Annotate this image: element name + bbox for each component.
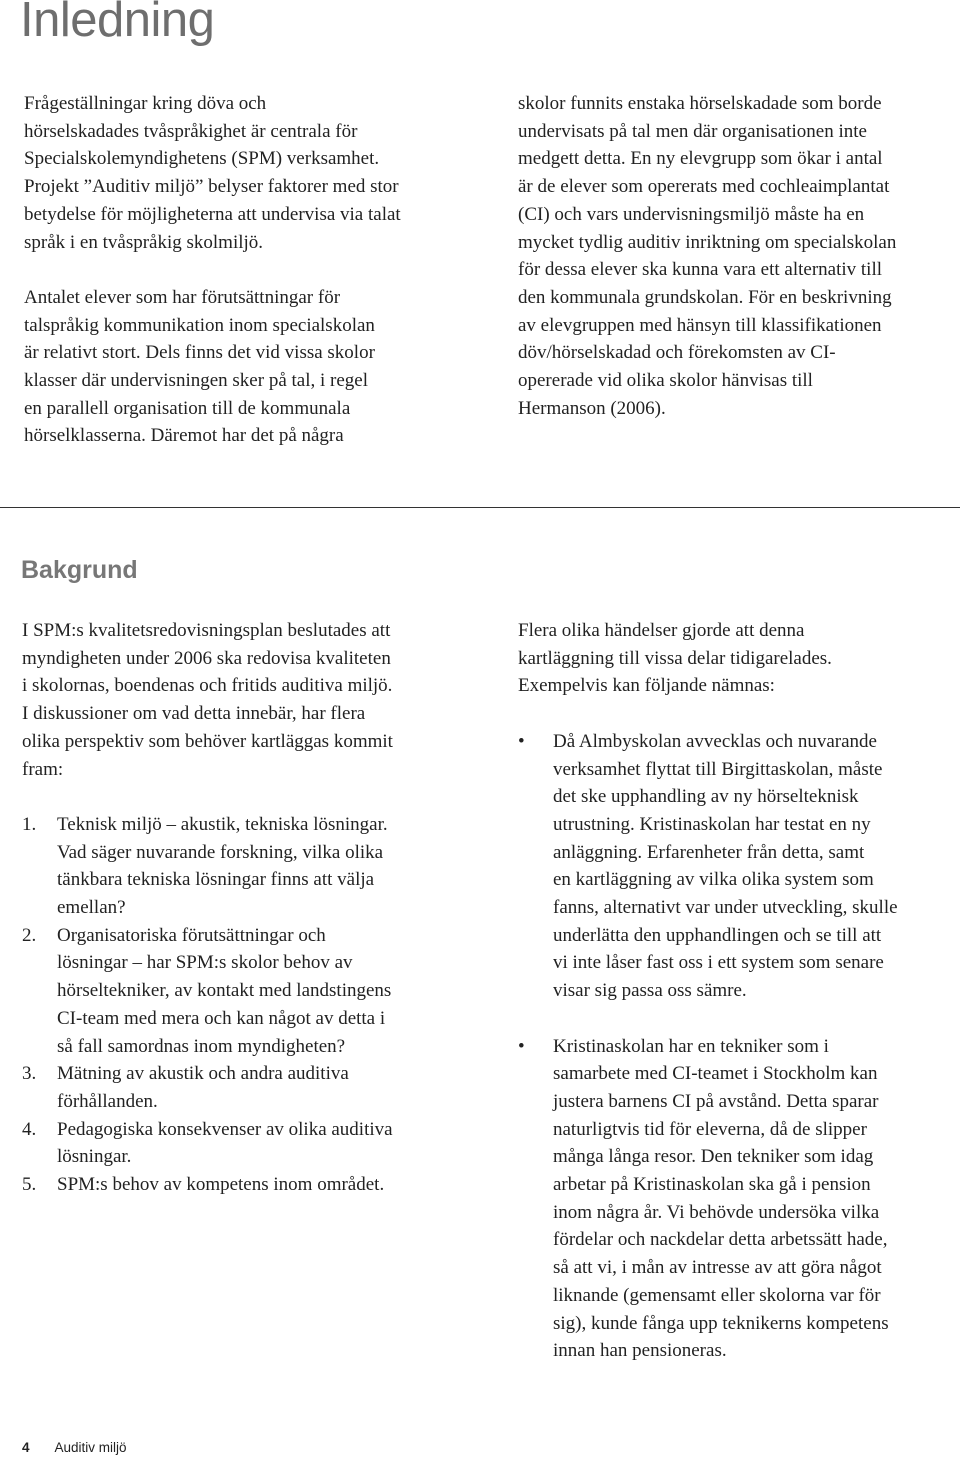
list-item: 5. SPM:s behov av kompetens inom området. (22, 1171, 472, 1199)
intro-paragraph-2-continued: skolor funnits enstaka hörselskadade som borde undervisats på tal men där organisationen inte medgett detta. En ny elevgrupp som ökar i antal är de elever som opererats med cochleaimplantat (CI) och vars undervisningsmiljö måste ha en mycket tydlig auditiv inriktning om specialskolan för dessa elever ska kunna vara ett alternativ till den kommunala grundskolan. För en beskrivning av elevgruppen med hänsyn till klassifikationen döv/hörselskadad och förekomsten av CI- opererade vid olika skolor hänvisas till Hermanson (2006). (518, 93, 897, 419)
page-number: 4 (22, 1440, 30, 1455)
intro-left-column (24, 90, 464, 450)
list-spacer (518, 1005, 960, 1033)
bullet-icon: • (518, 730, 525, 752)
list-item: 3. Mätning av akustik och andra auditiva förhållanden. (22, 1060, 472, 1115)
background-right-column (518, 617, 960, 1365)
perspective-list (22, 811, 472, 1199)
intro-right-column (518, 90, 960, 422)
background-paragraph-1: I SPM:s kvalitetsredovisningsplan beslutades att myndigheten under 2006 ska redovisa kvaliteten i skolornas, boendenas och fritids auditiva miljö. I diskussioner om vad detta innebär, har flera olika perspektiv som behöver kartläggas kommit fram: (22, 620, 393, 780)
page-footer (22, 1440, 127, 1455)
list-number: 5. (22, 1174, 37, 1196)
list-item: • Då Almbyskolan avvecklas och nuvarande verksamhet flyttat till Birgittaskolan, måste det ske upphandling av ny hörselteknisk utrustning. Kristinaskolan har testat en ny anläggning. Erfarenheter från detta, samt en kartläggning av vilka olika system som fanns, alternativt var under utveckling, skulle underlätta den upphandlingen och se till att vi inte låser fast oss i ett system som senare visar sig passa oss sämre. (518, 728, 960, 1005)
background-left-column (22, 617, 472, 1199)
list-number: 1. (22, 813, 37, 835)
list-number: 3. (22, 1063, 37, 1085)
bullet-icon: • (518, 1035, 525, 1057)
list-item: • Kristinaskolan har en tekniker som i samarbete med CI-teamet i Stockholm kan justera barnens CI på avstånd. Detta sparar naturligtvis tid för eleverna, då de slipper många långa resor. Den tekniker som idag arbetar på Kristinaskolan ska gå i pension inom några år. Vi behövde undersöka vilka fördelar och nackdelar detta arbetssätt hade, så att vi, i mån av intresse av att göra något liknande (gemensamt eller skolorna var för sig), kunde fånga upp teknikerns kompetens innan han pensioneras. (518, 1033, 960, 1365)
list-item: 4. Pedagogiska konsekvenser av olika auditiva lösningar. (22, 1116, 472, 1171)
background-paragraph-2: Flera olika händelser gjorde att denna kartläggning till vissa delar tidigarelades. Exempelvis kan följande nämnas: (518, 620, 832, 697)
intro-paragraph-1: Frågeställningar kring döva och hörselskadades tvåspråkighet är centrala för Specialskolemyndighetens (SPM) verksamhet. Projekt ”Auditiv miljö” belyser faktorer med stor betydelse för möjligheterna att undervisa via talat språk i en tvåspråkig skolmiljö. (24, 93, 401, 253)
event-bullet-list (518, 728, 960, 1365)
section-heading-bakgrund: Bakgrund (21, 556, 138, 584)
list-number: 2. (22, 924, 37, 946)
list-item: 2. Organisatoriska förutsättningar och lösningar – har SPM:s skolor behov av hörseltekniker, av kontakt med landstingens CI-team med mera och kan något av detta i så fall samordnas inom myndigheten? (22, 922, 472, 1061)
section-divider (0, 507, 960, 508)
page-title: Inledning (20, 0, 215, 47)
list-item: 1. Teknisk miljö – akustik, tekniska lösningar. Vad säger nuvarande forskning, vilka olika tänkbara tekniska lösningar finns att välja emellan? (22, 811, 472, 922)
publication-name: Auditiv miljö (54, 1440, 127, 1455)
intro-paragraph-2: Antalet elever som har förutsättningar för talspråkig kommunikation inom specialskolan är relativt stort. Dels finns det vid vissa skolor klasser där undervisningen sker på tal, i regel en parallell organisation till de kommunala hörselklasserna. Däremot har det på några (24, 286, 375, 447)
list-number: 4. (22, 1118, 37, 1140)
